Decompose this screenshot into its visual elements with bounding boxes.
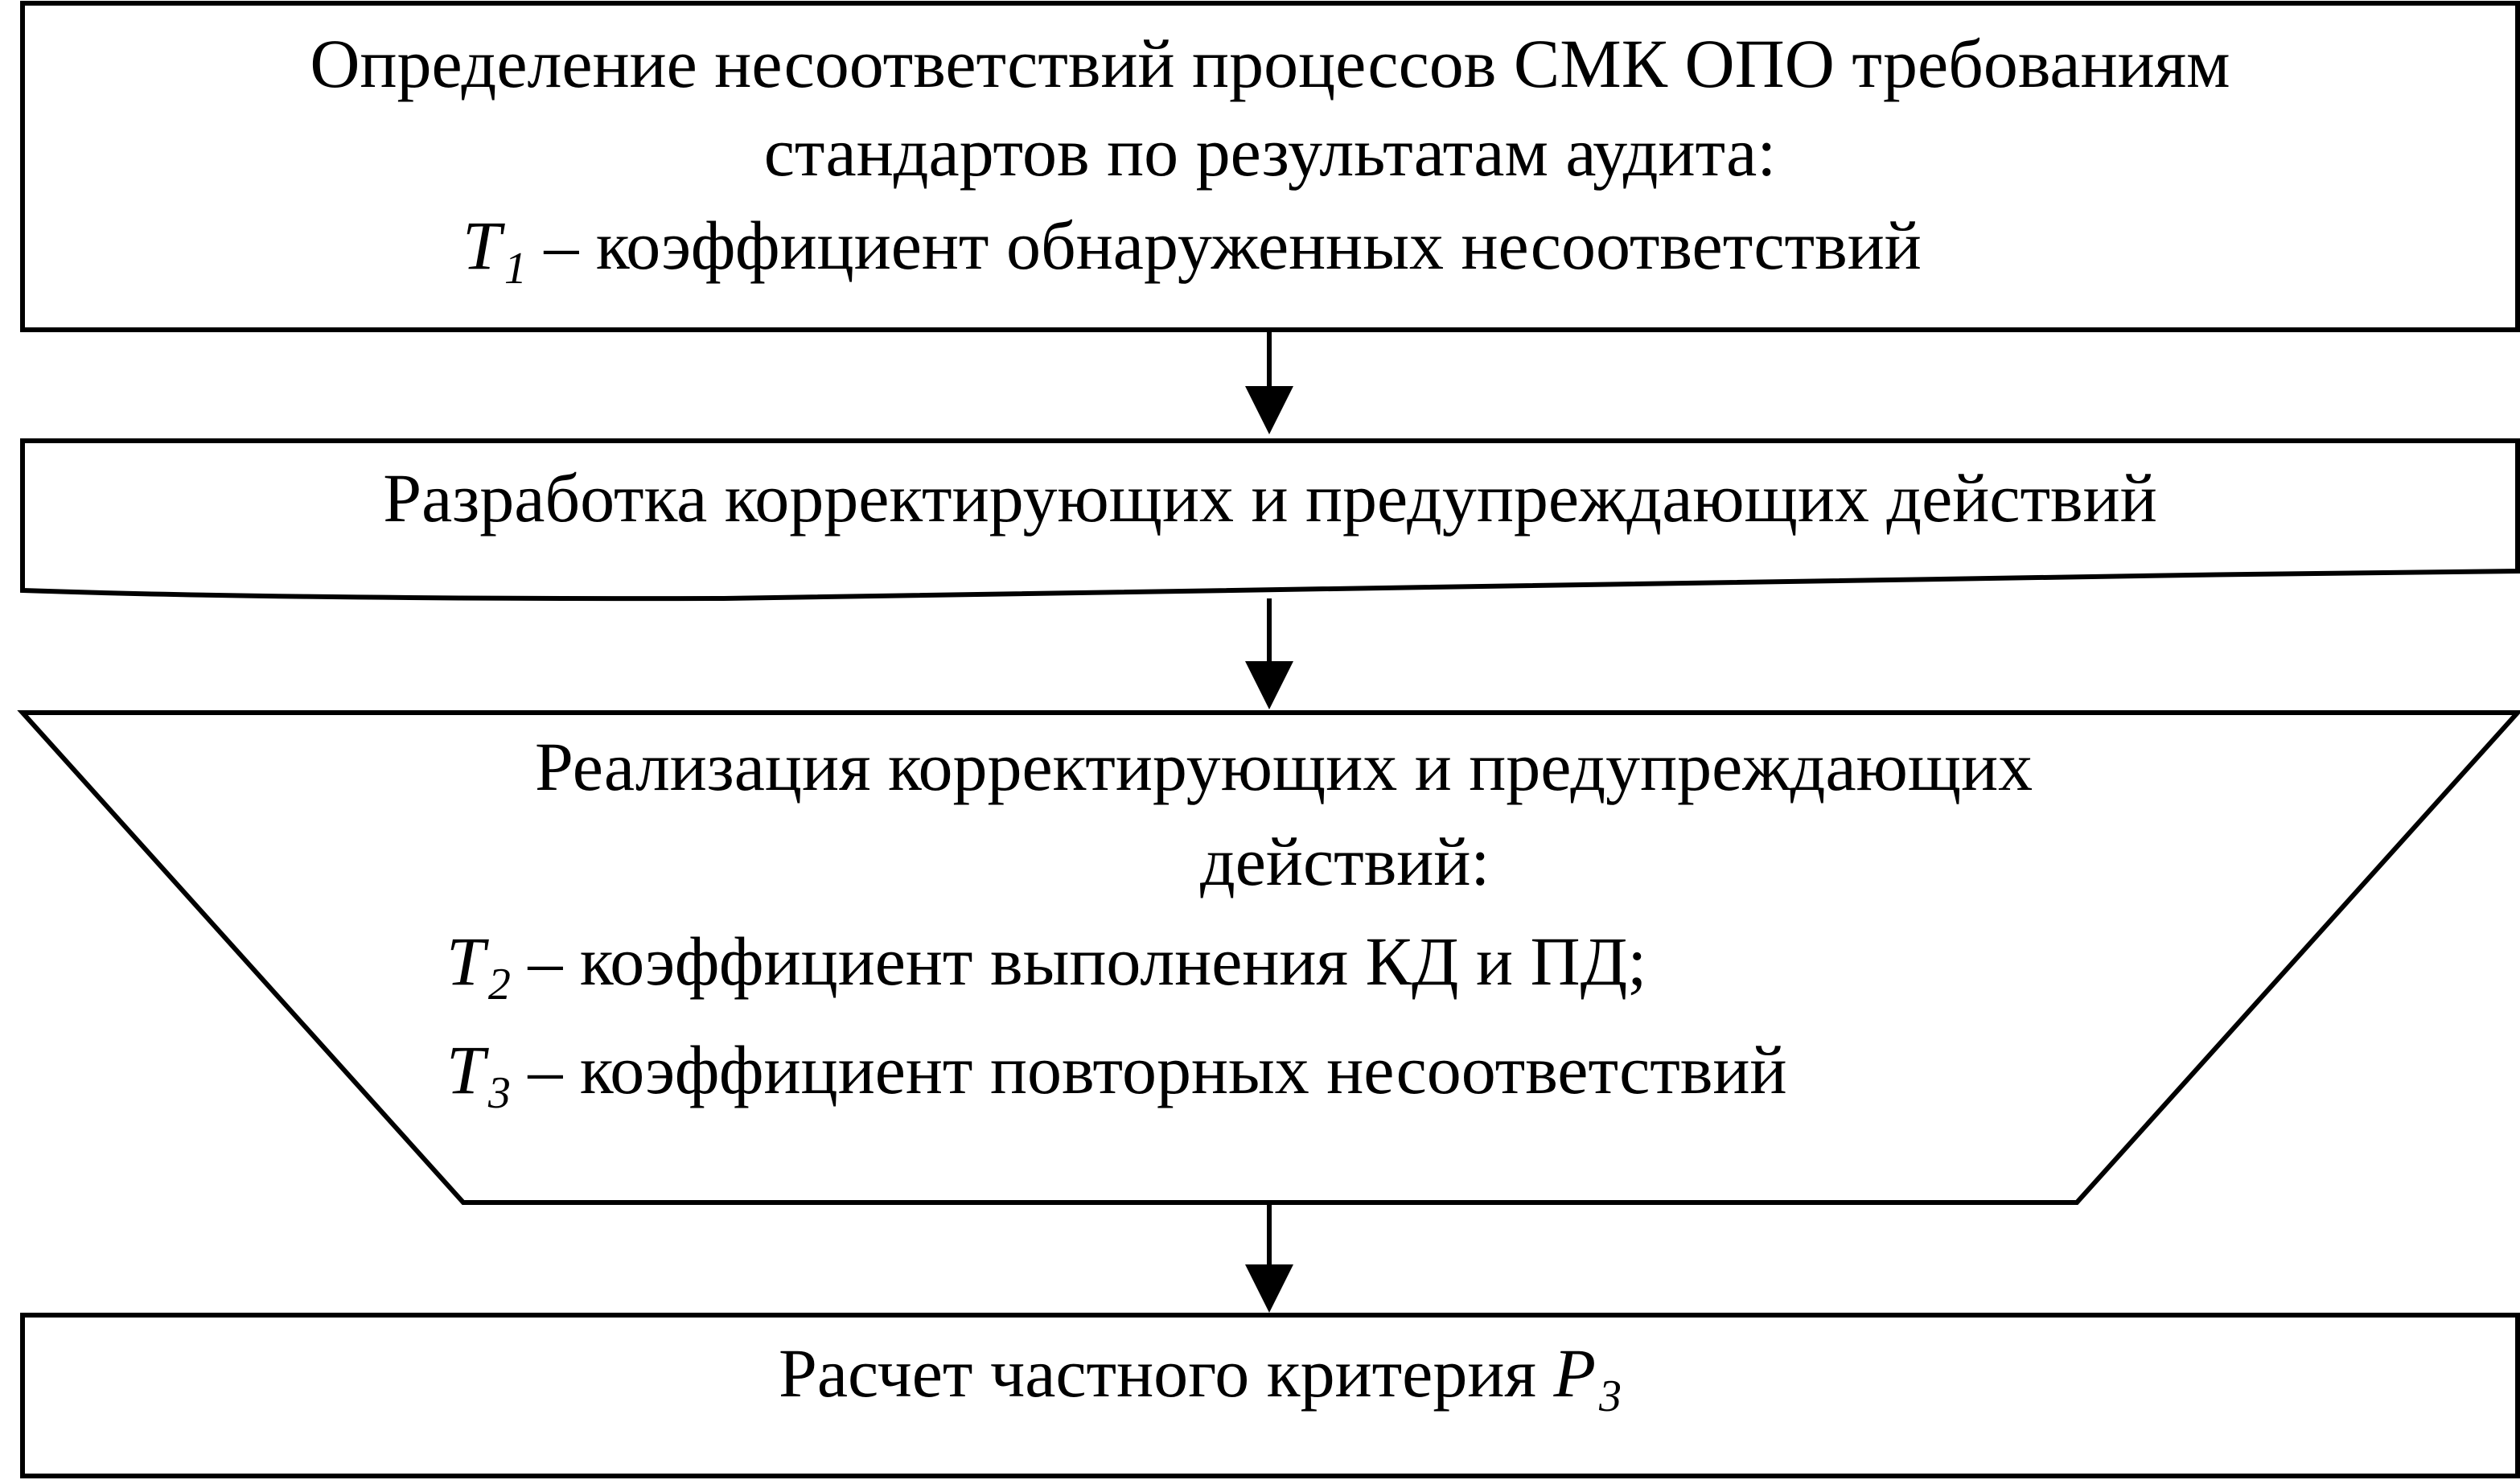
variable-t2: T xyxy=(446,923,485,1000)
variable-t3: T xyxy=(446,1031,485,1108)
arrow-3-head xyxy=(1245,1264,1293,1313)
step-2-text: Разработка корректирующих и предупреждающих действий xyxy=(383,459,2157,536)
variable-t1-subscript: 1 xyxy=(504,244,527,294)
arrow-1-head xyxy=(1245,386,1293,434)
step-1-line-3 xyxy=(462,207,1922,294)
variable-t2-subscript: 2 xyxy=(487,960,511,1009)
step-1-line-3-text: – коэффициент обнаруженных несоответствий xyxy=(526,207,1922,284)
variable-p3-subscript: 3 xyxy=(1598,1371,1622,1421)
step-3-line-4-text: – коэффициент повторных несоответствий xyxy=(510,1031,1787,1108)
step-1-line-2: стандартов по результатам аудита: xyxy=(763,113,1777,191)
step-3-line-4 xyxy=(446,1031,1787,1118)
variable-p3: P xyxy=(1553,1334,1596,1412)
step-3-line-2: действий: xyxy=(1200,823,1490,900)
step-3-line-1: Реализация корректирующих и предупреждающих xyxy=(535,728,2033,805)
step-3-line-3-text: – коэффициент выполнения КД и ПД; xyxy=(510,923,1647,1000)
step-4-label: Расчет частного критерия xyxy=(779,1334,1554,1412)
step-4-text xyxy=(779,1334,1622,1421)
variable-t3-subscript: 3 xyxy=(487,1068,511,1118)
variable-t1: T xyxy=(462,207,501,284)
step-3-line-3 xyxy=(446,923,1647,1009)
step-1-line-1: Определение несоответствий процессов СМК ОПО требованиям xyxy=(310,25,2230,102)
arrow-2-head xyxy=(1245,661,1293,709)
